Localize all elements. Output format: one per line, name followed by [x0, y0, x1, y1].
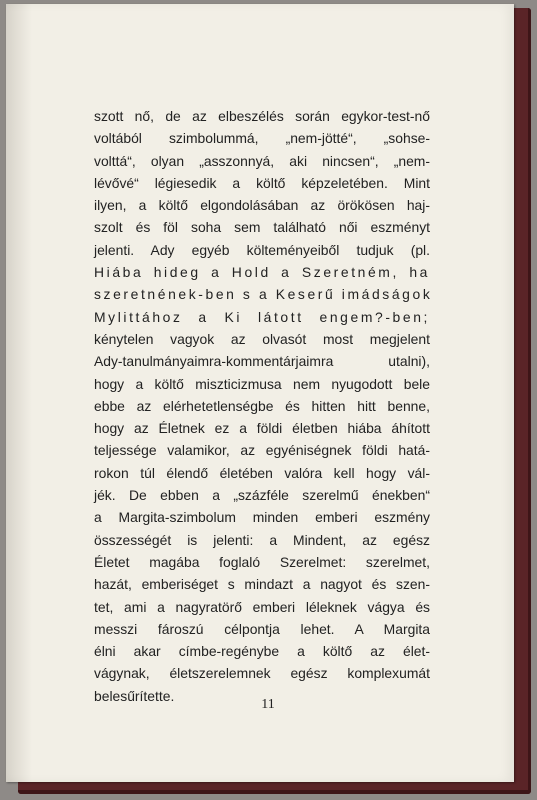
- text-line: szeretnének-ben s a Keserű imádságok: [94, 286, 433, 303]
- text-line: rokon túl élendő életében valóra kell hogy vál-: [94, 464, 430, 481]
- text-line: lévővé“ légiesedik a költő képzeletében. Mint: [94, 174, 430, 191]
- text-line: vágynak, életszerelemnek egész komplexumát: [94, 665, 430, 682]
- text-line: volttá“, olyan „asszonnyá, aki nincsen“, „nem-: [94, 152, 430, 169]
- spine-shadow: [6, 4, 32, 782]
- text-line: ebbe az elérhetetlenségbe és hitten hitt benne,: [94, 397, 430, 414]
- text-line: élni akar címbe-regénybe a költő az élet-: [94, 643, 430, 660]
- text-line: jék. De ebben a „százféle szerelmű énekben“: [94, 487, 430, 504]
- page-number: 11: [261, 697, 275, 712]
- text-line: kénytelen vagyok az olvasót most megjelent: [94, 330, 430, 347]
- text-line: Hiába hideg a Hold a Szeretném, ha: [94, 264, 430, 281]
- text-line: a Margita-szimbolum minden emberi eszmény: [94, 509, 430, 526]
- text-line: messzi fároszú célpontja lehet. A Margita: [94, 620, 430, 637]
- text-line: szott nő, de az elbeszélés során egykor-test-nő: [94, 108, 430, 124]
- text-line: belesűrítette.: [94, 687, 175, 704]
- body-text: [94, 105, 433, 707]
- text-line: tet, ami a nagyratörő emberi léleknek vágya és: [94, 598, 430, 615]
- text-line: szolt és föl soha sem található női eszményt: [94, 219, 430, 236]
- text-line: hogy a költő miszticizmusa nem nyugodott bele: [94, 375, 430, 392]
- text-line: ilyen, a költő elgondolásában az örökösen haj-: [94, 197, 430, 214]
- text-line: Ady-tanulmányaimra-kommentárjaimra utalni),: [94, 353, 430, 370]
- text-line: Életet magába foglaló Szerelmet: szerelmet,: [94, 553, 430, 570]
- text-line: voltából szimbolummá, „nem-jötté“, „sohse-: [94, 130, 430, 147]
- text-line: hogy az Életnek ez a földi életben hiába áhított: [94, 420, 430, 437]
- text-line: teljessége valamikor, az egyéniségnek földi hatá-: [94, 442, 430, 459]
- text-line: hazát, emberiséget s mindazt a nagyot és szen-: [94, 576, 430, 593]
- text-line: összességét is jelenti: a Mindent, az egész: [94, 531, 430, 548]
- text-line: jelenti. Ady egyéb költeményeiből tudjuk (pl.: [94, 241, 430, 258]
- text-line: Mylittához a Ki látott engem?-ben;: [94, 308, 430, 325]
